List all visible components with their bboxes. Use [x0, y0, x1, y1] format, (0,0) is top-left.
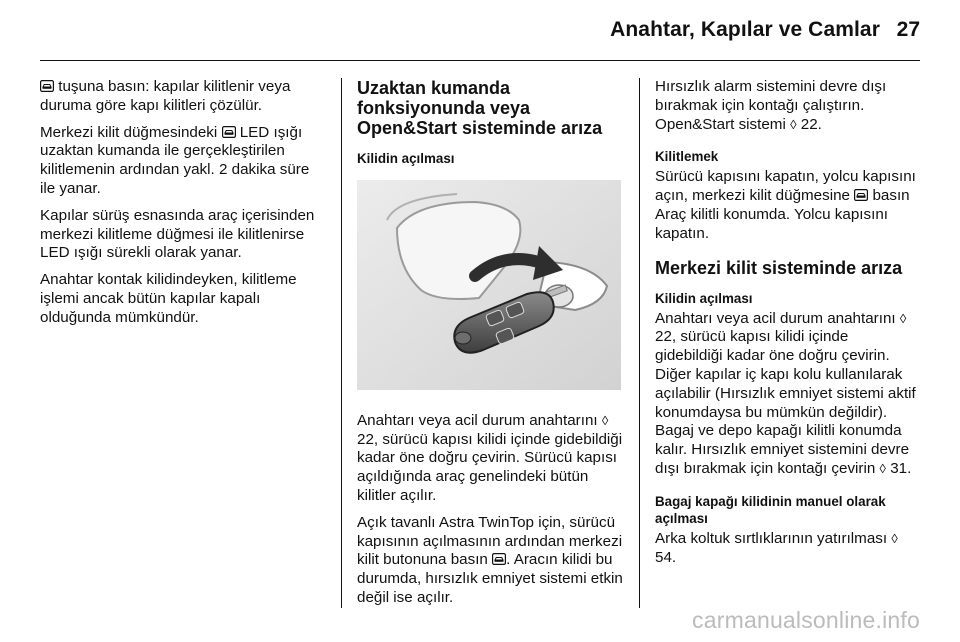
- paragraph-driving-lock: Kapılar sürüş esnasında araç içerisinden merkezi kilitleme düğmesi ile kilitlenirse LED ışığı sürekli olarak yanar.: [40, 206, 315, 262]
- paragraph-text: tuşuna basın: kapılar kilitlenir veya duruma göre kapı kilitleri çözülür.: [40, 78, 291, 114]
- paragraph-text: Merkezi kilit düğmesindeki: [40, 123, 218, 141]
- header-title: Anahtar, Kapılar ve Camlar: [610, 18, 880, 41]
- paragraph-alarm-off: [655, 78, 920, 134]
- car-lock-icon: [854, 189, 868, 201]
- paragraph-text: 22.: [800, 115, 822, 133]
- paragraph-central-unlock: [655, 310, 920, 479]
- paragraph-text: 22, sürücü kapısı kilidi içinde gidebildiği kadar öne doğru çevirin. Diğer kapılar iç kapı kolu kullanılarak açılabilir (Hırsızlık emniyet sistemi aktif konumdaysa bu mümkün değildir). Bagaj ve depo kapağı kilitli konumda kalır. Hırsızlık emniyet sistemini devre dışı bırakmak için kontağı çevirin: [655, 328, 916, 477]
- key-in-door-lock-illustration: [357, 180, 621, 390]
- paragraph-locking: [655, 168, 920, 243]
- page-ref-arrow-icon: ◊: [891, 530, 898, 546]
- car-lock-icon: [40, 80, 54, 92]
- subheading-locking: Kilitlemek: [655, 149, 719, 165]
- paragraph-text: Açık tavanlı Astra TwinTop için, sürücü kapısının açılmasının ardından merkezi kilit butonuna basın: [357, 513, 623, 569]
- paragraph-lock-button: [40, 78, 325, 116]
- paragraph-key-unlock: [357, 412, 625, 506]
- column-divider-1: [341, 78, 342, 608]
- page-number: 27: [896, 18, 920, 41]
- paragraph-text: Sürücü kapısını kapatın, yolcu kapısını açın, merkezi kilit düğmesine: [655, 168, 916, 205]
- header-rule: [40, 60, 920, 61]
- paragraph-text: . Aracın kilidi bu durumda, hırsızlık emniyet sistemi etkin değil ise açılır.: [357, 551, 623, 606]
- page-ref-arrow-icon: ◊: [879, 460, 886, 476]
- car-lock-icon: [222, 126, 236, 138]
- paragraph-led: [40, 124, 325, 199]
- car-lock-icon: [492, 553, 506, 565]
- section-heading-central-lock-fault: Merkezi kilit sisteminde arıza: [655, 257, 903, 278]
- page-ref-arrow-icon: ◊: [601, 412, 609, 428]
- subheading-unlocking: Kilidin açılması: [655, 290, 753, 306]
- paragraph-text: 22, sürücü kapısı kilidi içinde gidebildiği kadar öne doğru çevirin. Sürücü kapısı açıldığında araç genelindeki bütün kilitler açılır.: [357, 430, 623, 504]
- column-1: [40, 78, 325, 336]
- paragraph-text: basın Araç kilitli konumda. Yolcu kapısını kapatın.: [655, 187, 910, 242]
- paragraph-text: LED ışığı uzaktan kumanda ile gerçekleştirilen kilitlemenin ardından yakl. 2 dakika süre ile yanar.: [40, 123, 310, 197]
- column-3: [655, 78, 920, 575]
- section-heading-remote-fault: Uzaktan kumanda fonksiyonunda veya Open&Start sisteminde arıza: [357, 78, 603, 138]
- paragraph-text: 54.: [655, 548, 677, 566]
- watermark: carmanualsonline.info: [692, 607, 920, 633]
- page-ref-arrow-icon: ◊: [790, 116, 797, 132]
- paragraph-text: Arka koltuk sırtlıklarının yatırılması: [655, 529, 888, 547]
- subheading-tailgate-manual: Bagaj kapağı kilidinin manuel olarak açılması: [655, 493, 886, 526]
- paragraph-text: 31.: [890, 459, 912, 477]
- subheading-unlocking: Kilidin açılması: [357, 151, 455, 166]
- column-2: [357, 78, 625, 616]
- paragraph-text: Hırsızlık alarm sistemini devre dışı bırakmak için kontağı çalıştırın. Open&Start sistemi: [655, 78, 887, 133]
- page-ref-arrow-icon: ◊: [899, 310, 907, 326]
- paragraph-text: Anahtarı veya acil durum anahtarını: [357, 411, 598, 429]
- paragraph-rear-seat: [655, 530, 920, 568]
- paragraph-text: Anahtarı veya acil durum anahtarını: [655, 309, 896, 327]
- paragraph-ignition: Anahtar kontak kilidindeyken, kilitleme işlemi ancak bütün kapılar kapalı olduğunda mümkündür.: [40, 271, 297, 326]
- column-divider-2: [639, 78, 640, 608]
- paragraph-twintop: [357, 514, 625, 608]
